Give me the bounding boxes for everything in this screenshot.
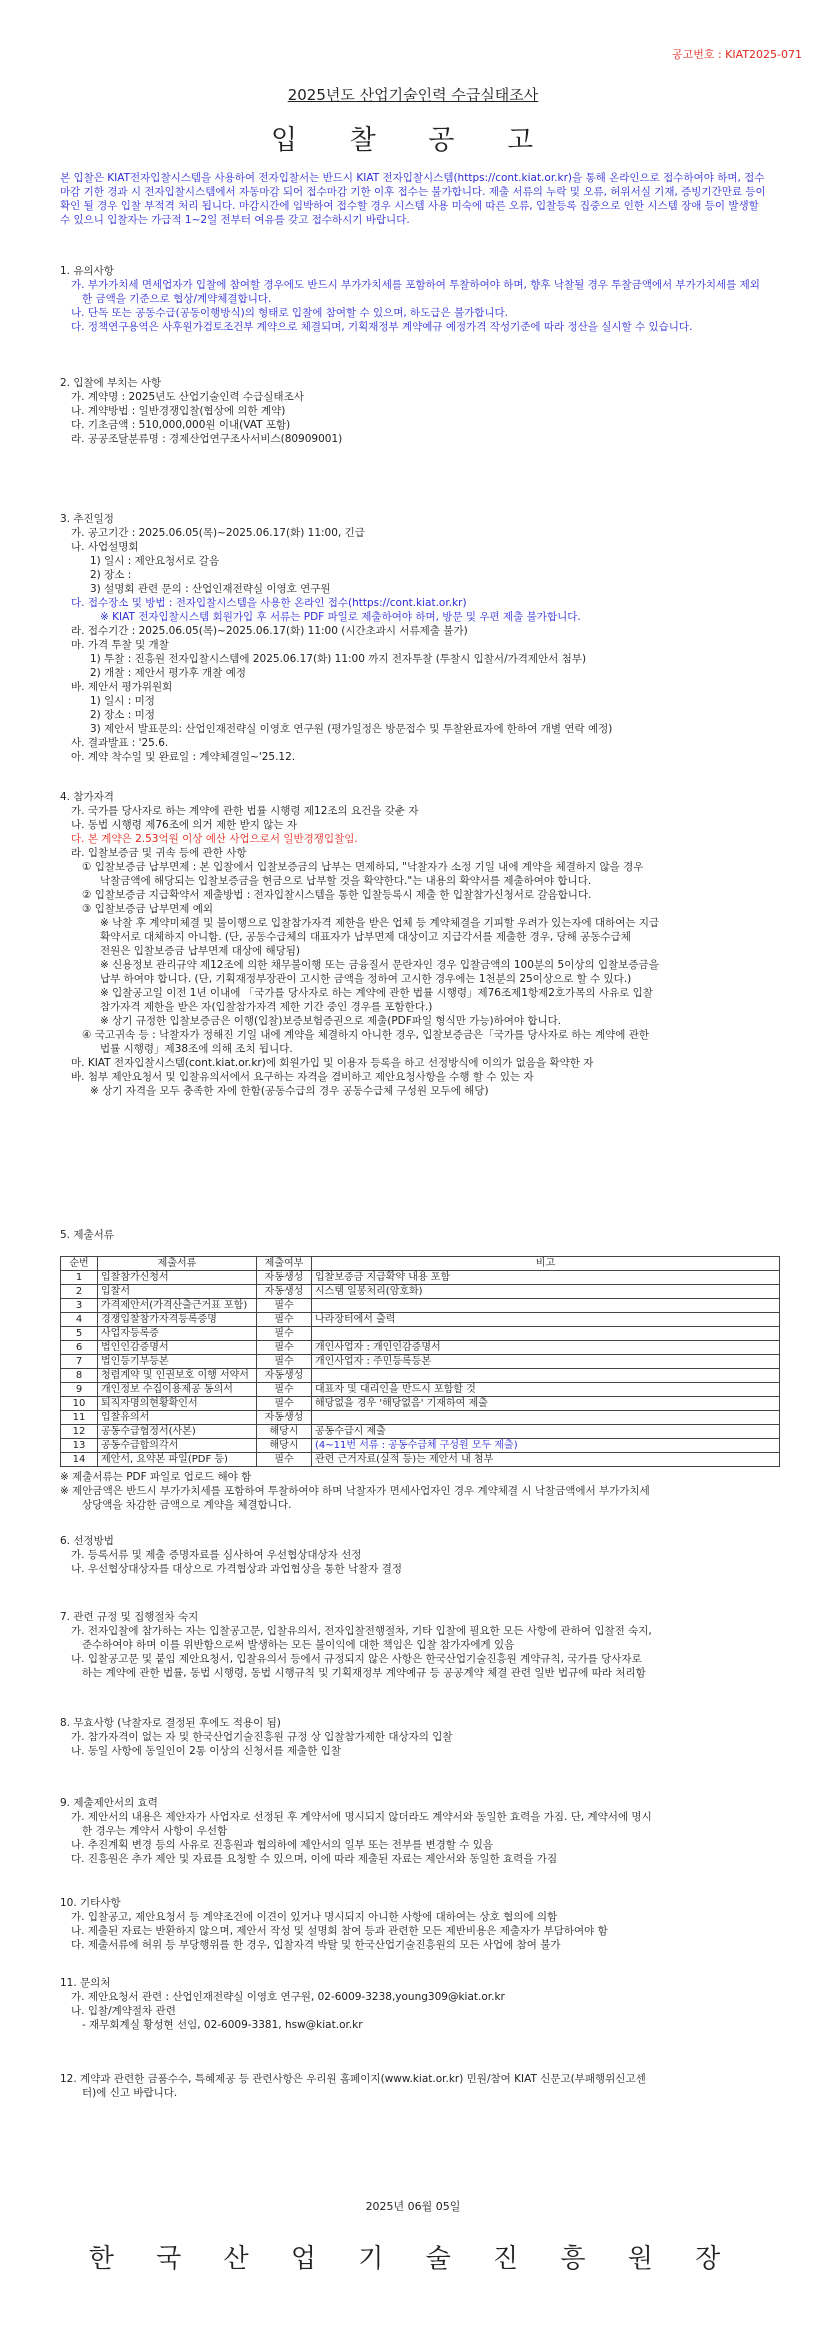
etc-item: 가. 입찰공고, 제안요청서 등 계약조건에 이견이 있거나 명시되지 아니한 사항에 대하여는 상호 협의에 의함 (71, 1911, 558, 1923)
list-line: ※ 신용정보 관리규약 제12조에 의한 채무불이행 또는 금융질서 문란자인 경우 입찰금액의 100분의 5이상의 입찰보증금을 (100, 959, 659, 971)
table-cell: 5 (61, 1327, 98, 1341)
table-row (61, 1313, 780, 1327)
section-heading: 2. 입찰에 부치는 사항 (60, 377, 162, 389)
list-line: 바. 제안서 평가위원회 (71, 681, 173, 693)
table-cell: 자동생성 (257, 1411, 312, 1425)
precaution-b: 나. 단독 또는 공동수급(공동이행방식)의 형태로 입찰에 참여할 수 있으며, 하도급은 불가합니다. (71, 307, 509, 319)
table-row (61, 1299, 780, 1313)
notice-date: 2025년 06월 05일 (365, 2200, 461, 2213)
list-line: ④ 국고귀속 등 : 낙찰자가 정해진 기일 내에 계약을 체결하지 아니한 경우, 입찰보증금은「국가를 당사자로 하는 계약에 관한 (82, 1029, 650, 1041)
precaution-a: 가. 부가가치세 면세업자가 입찰에 참여할 경우에도 반드시 부가가치세를 포함하여 투찰하여야 하며, 향후 낙찰될 경우 투찰금액에서 부가가치세를 제외한 금액을 기준으로 협상/계약체결합니다. (71, 279, 760, 305)
selection-item: 나. 우선협상대상자를 대상으로 가격협상과 과업협상을 통한 낙찰자 결정 (71, 1563, 402, 1575)
table-cell: 9 (61, 1383, 98, 1397)
note-line: 상당액을 차감한 금액으로 계약을 체결합니다. (82, 1499, 292, 1511)
list-line: 라. 접수기간 : 2025.06.05(목)~2025.06.17(화) 11:00 (시간초과시 서류제출 불가) (71, 625, 468, 637)
table-cell: 6 (61, 1341, 98, 1355)
table-cell: 공동수급시 제출 (312, 1425, 780, 1439)
table-row (61, 1383, 780, 1397)
table-row (61, 1397, 780, 1411)
section-heading: 8. 무효사항 (낙찰자로 결정된 후에도 적용이 됨) (60, 1717, 281, 1729)
section-heading: 11. 문의처 (60, 1977, 111, 1989)
table-cell: 필수 (257, 1383, 312, 1397)
list-line: 라. 입찰보증금 및 귀속 등에 관한 사항 (71, 847, 247, 859)
section-selection (60, 1534, 766, 1576)
column-header: 비고 (312, 1257, 780, 1271)
list-line: 가. 국가를 당사자로 하는 계약에 관한 법률 시행령 제12조의 요건을 갖춘 자 (71, 805, 419, 817)
table-cell: (4~11번 서류 : 공동수급체 구성원 모두 제출) (312, 1439, 780, 1453)
list-line: 나. 동법 시행령 제76조에 의거 제한 받지 않는 자 (71, 819, 297, 831)
table-cell: 입찰서 (98, 1285, 257, 1299)
section-heading: 1. 유의사항 (60, 265, 114, 277)
list-line: 낙찰금액에 해당되는 입찰보증금을 현금으로 납부할 것을 확약한다."는 내용의 확약서를 제출하여야 합니다. (100, 875, 592, 887)
list-line: 마. 가격 투찰 및 개찰 (71, 639, 169, 651)
note-line: ※ 제출서류는 PDF 파일로 업로드 해야 함 (60, 1471, 252, 1483)
table-cell: 법인인감증명서 (98, 1341, 257, 1355)
list-line: 바. 첨부 제안요청서 및 입찰유의서에서 요구하는 자격을 겸비하고 제안요청사항을 수행 할 수 있는 자 (71, 1071, 534, 1083)
section-heading: 9. 제출제안서의 효력 (60, 1797, 158, 1809)
section-contact (60, 1976, 766, 2032)
list-line: 법률 시행령」제38조에 의해 조치 됩니다. (100, 1043, 293, 1055)
list-line: 나. 추진계획 변경 등의 사유로 진흥원과 협의하에 제안서의 일부 또는 전부를 변경할 수 있음 (71, 1839, 494, 1851)
section-proposal-effect (60, 1796, 766, 1866)
table-cell: 11 (61, 1411, 98, 1425)
section-heading: 7. 관련 규정 및 집행절차 숙지 (60, 1611, 199, 1623)
section-precautions (60, 264, 766, 334)
regulations-list (60, 1624, 766, 1680)
table-cell: 입찰참가신청서 (98, 1271, 257, 1285)
list-line: - 재무회계실 황성현 선임, 02-6009-3381, hsw@kiat.or.kr (82, 2019, 363, 2031)
list-line: 3) 설명회 관련 문의 : 산업인재전략실 이영호 연구원 (90, 583, 331, 595)
list-line: 한 경우는 계약서 사항이 우선함 (82, 1825, 228, 1837)
table-row (61, 1369, 780, 1383)
table-cell: 필수 (257, 1355, 312, 1369)
list-line: 1) 일시 : 제안요청서로 갈음 (90, 555, 220, 567)
bid-item: 다. 기초금액 : 510,000,000원 이내(VAT 포함) (71, 419, 291, 431)
table-row (61, 1453, 780, 1467)
section-documents (60, 1228, 766, 1242)
table-cell (312, 1327, 780, 1341)
table-cell: 해당시 (257, 1425, 312, 1439)
table-cell (312, 1411, 780, 1425)
invalid-item: 나. 동일 사항에 동일인이 2통 이상의 신청서를 제출한 입찰 (71, 1745, 342, 1757)
table-cell: 가격제안서(가격산출근거표 포함) (98, 1299, 257, 1313)
list-line: 가. 제안요청서 관련 : 산업인재전략실 이영호 연구원, 02-6009-3238,young309@kiat.or.kr (71, 1991, 505, 2003)
note-line: ※ 제안금액은 반드시 부가가치세를 포함하여 투찰하여야 하며 낙찰자가 면세사업자인 경우 계약체결 시 낙찰금액에서 부가가치세 (60, 1485, 650, 1497)
table-row (61, 1425, 780, 1439)
table-cell: 해당없을 경우 '해당없음' 기재하여 제출 (312, 1397, 780, 1411)
documents-table (60, 1256, 780, 1467)
section-invalid (60, 1716, 766, 1758)
section-heading: 6. 선정방법 (60, 1535, 114, 1547)
report-line: 12. 계약과 관련한 금품수수, 특혜제공 등 관련사항은 우리원 홈페이지(www.kiat.or.kr) 민원/참여 KIAT 신문고(부패행위신고센 (60, 2073, 646, 2085)
table-cell: 청렴계약 및 인권보호 이행 서약서 (98, 1369, 257, 1383)
table-cell: 필수 (257, 1327, 312, 1341)
list-line: ③ 입찰보증금 납부면제 예외 (82, 903, 213, 915)
table-cell: 퇴직자명의현황확인서 (98, 1397, 257, 1411)
column-header: 제출서류 (98, 1257, 257, 1271)
list-line: 전원은 입찰보증금 납부면제 대상에 해당됨) (100, 945, 301, 957)
schedule-list (60, 526, 766, 764)
section-report (60, 2072, 766, 2100)
list-line: 2) 개찰 : 제안서 평가후 개찰 예정 (90, 667, 247, 679)
table-row (61, 1355, 780, 1369)
table-cell: 공동수급합의각서 (98, 1439, 257, 1453)
table-cell: 필수 (257, 1453, 312, 1467)
report-line: 터)에 신고 바랍니다. (82, 2087, 178, 2099)
list-line: 아. 계약 착수일 및 완료일 : 계약체결일~'25.12. (71, 751, 296, 763)
section-heading: 10. 기타사항 (60, 1897, 121, 1909)
list-line: 사. 결과발표 : '25.6. (71, 737, 169, 749)
documents-table-body (61, 1271, 780, 1467)
table-cell: 7 (61, 1355, 98, 1369)
documents-notes (60, 1470, 766, 1512)
list-line: 납부 하여야 합니다. (단, 기획재정부장관이 고시한 금액을 정하여 고시한 경우에는 1천분의 25이상으로 할 수 있다.) (100, 973, 632, 985)
table-cell: 법인등기부등본 (98, 1355, 257, 1369)
table-cell: 개인정보 수집이용제공 동의서 (98, 1383, 257, 1397)
table-cell: 2 (61, 1285, 98, 1299)
table-cell: 입찰유의서 (98, 1411, 257, 1425)
list-line: ※ 상기 자격을 모두 충족한 자에 한함(공동수급의 경우 공동수급체 구성원 모두에 해당) (90, 1085, 489, 1097)
section-bid-items (60, 376, 766, 446)
list-line: 가. 공고기간 : 2025.06.05(목)~2025.06.17(화) 11:00, 긴급 (71, 527, 365, 539)
list-line: 가. 전자입찰에 참가하는 자는 입찰공고문, 입찰유의서, 전자입찰전행절차, 기타 입찰에 필요한 모든 사항에 관하여 입찰전 숙지, (71, 1625, 652, 1637)
table-cell: 대표자 및 대리인을 반드시 포함할 것 (312, 1383, 780, 1397)
list-line: 2) 장소 : 미정 (90, 709, 155, 721)
list-line: 1) 투찰 : 진흥원 전자입찰시스템에 2025.06.17(화) 11:00 까지 전자투찰 (투찰시 입찰서/가격제안서 첨부) (90, 653, 587, 665)
table-cell: 1 (61, 1271, 98, 1285)
notice-heading: 입 찰 공 고 (270, 125, 556, 156)
table-cell: 시스템 일봉처리(암호화) (312, 1285, 780, 1299)
bid-item: 가. 계약명 : 2025년도 산업기술인력 수급실태조사 (71, 391, 304, 403)
table-row (61, 1327, 780, 1341)
column-header: 제출여부 (257, 1257, 312, 1271)
document-title: 2025년도 산업기술인력 수급실태조사 (287, 86, 539, 104)
list-line: 나. 입찰공고문 및 붙임 제안요청서, 입찰유의서 등에서 규정되지 않은 사항은 한국산업기술진흥원 계약규칙, 국가를 당사자로 (71, 1653, 642, 1665)
section-eligibility (60, 790, 766, 1098)
list-line: 다. 본 계약은 2.53억원 이상 예산 사업으로서 일반경쟁입찰임. (71, 833, 358, 845)
precaution-c: 다. 정책연구용역은 사후원가검토조건부 계약으로 체결되며, 기획재정부 계약예규 예정가격 작성기준에 따라 정산을 실시할 수 있습니다. (71, 321, 693, 333)
bid-item: 나. 계약방법 : 일반경쟁입찰(협상에 의한 계약) (71, 405, 286, 417)
list-line: 2) 장소 : (90, 569, 132, 581)
table-cell: 제안서, 요약본 파일(PDF 등) (98, 1453, 257, 1467)
list-line: 참가자격 제한을 받은 자(입찰참가자격 제한 기간 중인 경우를 포함한다.) (100, 1001, 433, 1013)
table-cell: 10 (61, 1397, 98, 1411)
table-cell: 필수 (257, 1299, 312, 1313)
table-row (61, 1411, 780, 1425)
table-cell: 나라장터에서 출력 (312, 1313, 780, 1327)
list-line: ※ 입찰공고일 이전 1년 이내에 「국가를 당사자로 하는 계약에 관한 법률 시행령」제76조제1항제2호가목의 사유로 입찰 (100, 987, 653, 999)
table-cell: 입찰보증금 지급확약 내용 포함 (312, 1271, 780, 1285)
table-cell: 사업자등록증 (98, 1327, 257, 1341)
table-cell: 3 (61, 1299, 98, 1313)
table-row (61, 1439, 780, 1453)
section-heading: 4. 참가자격 (60, 791, 114, 803)
list-line: 다. 진흥원은 추가 제안 및 자료를 요청할 수 있으며, 이에 따라 제출된 자료는 제안서와 동일한 효력을 가짐 (71, 1853, 558, 1865)
table-row (61, 1341, 780, 1355)
list-line: ① 입찰보증금 납부면제 : 본 입찰에서 입찰보증금의 납부는 면제하되, "낙찰자가 소정 기일 내에 계약을 체결하지 않을 경우 (82, 861, 644, 873)
column-header: 순번 (61, 1257, 98, 1271)
table-cell: 공동수급협정서(사본) (98, 1425, 257, 1439)
list-line: 하는 계약에 관한 법률, 동법 시행령, 동법 시행규칙 및 기획재정부 계약예규 등 공공계약 체결 관련 일반 법규에 따라 처리함 (82, 1667, 646, 1679)
etc-item: 다. 제출서류에 허위 등 부당행위를 한 경우, 입찰자격 박탈 및 한국산업기술진흥원의 모든 사업에 참여 불가 (71, 1939, 561, 1951)
list-line: ② 입찰보증금 지급확약서 제출방법 : 전자입찰시스템을 통한 입찰등록시 제출 한 입찰참가신청서로 갈음합니다. (82, 889, 592, 901)
table-cell: 8 (61, 1369, 98, 1383)
issuing-organization: 한 국 산 업 기 술 진 흥 원 장 (88, 2244, 738, 2274)
table-cell (312, 1299, 780, 1313)
table-cell (312, 1369, 780, 1383)
list-line: 1) 일시 : 미정 (90, 695, 155, 707)
proposal-effect-list (60, 1810, 766, 1866)
table-cell: 13 (61, 1439, 98, 1453)
section-heading: 5. 제출서류 (60, 1229, 114, 1241)
etc-item: 나. 제출된 자료는 반환하지 않으며, 제안서 작성 및 설명회 참여 등과 관련한 모든 제반비용은 제출자가 부담하여야 함 (71, 1925, 608, 1937)
list-line: 다. 접수장소 및 방법 : 전자입찰시스템을 사용한 온라인 접수(https://cont.kiat.or.kr) (71, 597, 467, 609)
eligibility-list (60, 804, 766, 1098)
table-cell: 개인사업자 : 개인인감증명서 (312, 1341, 780, 1355)
table-row (61, 1285, 780, 1299)
list-line: 나. 사업설명회 (71, 541, 139, 553)
table-cell: 자동생성 (257, 1369, 312, 1383)
table-cell: 자동생성 (257, 1271, 312, 1285)
list-line: 3) 제안서 발표문의: 산업인재전략실 이영호 연구원 (평가일정은 방문접수 및 투찰완료자에 한하여 개별 연락 예정) (90, 723, 613, 735)
invalid-item: 가. 참가자격이 없는 자 및 한국산업기술진흥원 규정 상 입찰참가제한 대상자의 입찰 (71, 1731, 453, 1743)
list-line: 준수하여야 하며 이를 위반함으로써 발생하는 모든 불이익에 대한 책임은 입찰 참가자에게 있음 (82, 1639, 515, 1651)
selection-item: 가. 등록서류 및 제출 증명자료를 심사하여 우선협상대상자 선정 (71, 1549, 362, 1561)
bid-item: 라. 공공조달분류명 : 경제산업연구조사서비스(80909001) (71, 433, 343, 445)
list-line: 가. 제안서의 내용은 제안자가 사업자로 선정된 후 계약서에 명시되지 않더라도 계약서와 동일한 효력을 가짐. 단, 계약서에 명시 (71, 1811, 652, 1823)
section-heading: 3. 추진일정 (60, 513, 114, 525)
list-line: ※ 상기 규정한 입찰보증금은 이행(입찰)보증보험증권으로 제출(PDF파일 형식만 가능)하여야 합니다. (100, 1015, 562, 1027)
section-regulations (60, 1610, 766, 1680)
section-schedule (60, 512, 766, 764)
intro-paragraph: 본 입찰은 KIAT전자입찰시스템을 사용하여 전자입찰서는 반드시 KIAT 전자입찰시스템(https://cont.kiat.or.kr)을 통해 온라인으로 접수하여야 하며, 접수마감 기한 경과 시 전자입찰시스템에서 자동마감 되어 접수마감 기한 이후 접수는 불가합니다. 제출 서류의 누락 및 오류, 허위서실 기재, 증빙기간만료 등이 확인 될 경우 입찰 부적격 처리 됩니다. 마감시간에 임박하여 접수할 경우 시스템 사용 미숙에 따른 오류, 입찰등록 집중으로 인한 시스템 장애 등이 발생할 수 있으니 입찰자는 가급적 1~2일 전부터 여유를 갖고 접수하시기 바랍니다. (60, 172, 766, 226)
list-line: ※ 낙찰 후 계약미체결 및 불이행으로 입찰참가자격 제한을 받은 업체 등 계약체결을 기피할 우려가 있는자에 대하여는 지급 (100, 917, 660, 929)
list-line: 나. 입찰/계약절차 관련 (71, 2005, 176, 2017)
table-cell: 경쟁입찰참가자격등록증명 (98, 1313, 257, 1327)
contact-list (60, 1990, 766, 2032)
table-cell: 자동생성 (257, 1285, 312, 1299)
table-cell: 관련 근거자료(실적 등)는 제안서 내 첨부 (312, 1453, 780, 1467)
table-cell: 필수 (257, 1397, 312, 1411)
table-cell: 필수 (257, 1313, 312, 1327)
notice-number: 공고번호 : KIAT2025-071 (671, 48, 802, 61)
table-cell: 개인사업자 : 주민등록등본 (312, 1355, 780, 1369)
table-cell: 해당시 (257, 1439, 312, 1453)
table-cell: 4 (61, 1313, 98, 1327)
table-cell: 12 (61, 1425, 98, 1439)
section-etc (60, 1896, 766, 1952)
table-cell: 14 (61, 1453, 98, 1467)
list-line: 확약서로 대체하지 아니함. (단, 공동수급체의 대표자가 납부면제 대상이고 지급각서를 제출한 경우, 당해 공동수급체 (100, 931, 631, 943)
list-line: 마. KIAT 전자입찰시스템(cont.kiat.or.kr)에 회원가입 및 이용자 등록을 하고 선정방식에 이의가 없음을 확약한 자 (71, 1057, 594, 1069)
table-header-row (61, 1257, 780, 1271)
table-cell: 필수 (257, 1341, 312, 1355)
list-line: ※ KIAT 전자입찰시스템 회원가입 후 서류는 PDF 파일로 제출하여야 하며, 방문 및 우편 제출 불가합니다. (100, 611, 581, 623)
table-row (61, 1271, 780, 1285)
